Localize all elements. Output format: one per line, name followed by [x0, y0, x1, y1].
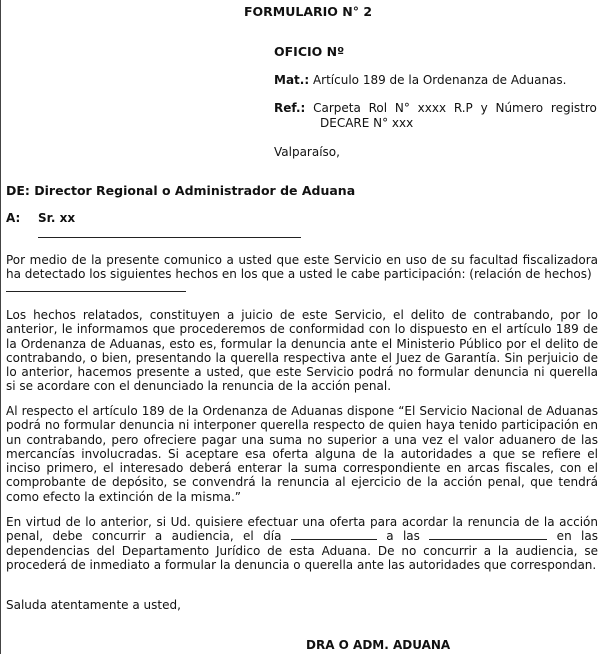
- time-blank: [429, 529, 547, 540]
- place-date: Valparaíso,: [274, 145, 340, 159]
- reference-word: xxxx: [417, 101, 447, 115]
- reference-word: y: [480, 101, 488, 115]
- paragraph-article: Al respecto el artículo 189 de la Ordenanza de Aduanas dispone “El Servicio Nacional de Aduanas podrá no formular denuncia ni interponer querella respecto de quien haya tenido participación en un contrabando, pero ofreciere pagar una suma no superior a una vez el valor aduanero de las mercancías involucradas. Si aceptare esa oferta alguna de la autoridades a que se refiere el inciso primero, el interesado deberá enterar la suma correspondiente en arcas fiscales, con el comprobante de depósito, se convendrá la renuncia al ejercicio de la acción penal, que tendrá como efecto la extinción de la misma.”: [6, 404, 598, 504]
- reference-line-1: [274, 101, 597, 116]
- facts-underline: [6, 291, 186, 292]
- signature-line: DRA O ADM. ADUANA: [306, 638, 451, 652]
- subject-line: [274, 73, 566, 87]
- paragraph-hearing: [6, 515, 598, 572]
- reference-word: Carpeta: [313, 101, 361, 115]
- reference-word: Número: [495, 101, 544, 115]
- reference-word: Rol: [368, 101, 388, 115]
- subject-label: Mat.:: [274, 73, 310, 87]
- form-title: FORMULARIO N° 2: [244, 4, 373, 19]
- date-blank: [291, 529, 377, 540]
- to-label: A:: [6, 211, 21, 225]
- closing-line: Saluda atentamente a usted,: [6, 598, 181, 612]
- reference-word: registro: [550, 101, 597, 115]
- hearing-text-a: En virtud de lo anterior, si Ud. quisiere efectuar una oferta para acordar la renuncia de la acción penal, debe concurrir a audiencia, el día: [6, 515, 598, 544]
- to-name: Sr. xx: [38, 211, 76, 225]
- paragraph-intro: Por medio de la presente comunico a usted que este Servicio en uso de su facultad fiscalizadora ha detectado los siguientes hechos en los que a usted le cabe participación: (relación de hechos): [6, 253, 598, 282]
- reference-line-2: DECARE N° xxx: [320, 116, 414, 130]
- reference-block: [274, 101, 597, 131]
- to-underline: [38, 237, 301, 238]
- reference-label: Ref.:: [274, 101, 306, 115]
- hearing-text-b: a las: [376, 529, 430, 544]
- paragraph-facts: Los hechos relatados, constituyen a juicio de este Servicio, el delito de contrabando, por lo anterior, le informamos que procederemos de conformidad con lo dispuesto en el artículo 189 de la Ordenanza de Aduanas, esto es, formular la denuncia ante el Ministerio Público por el delito de contrabando, o bien, presentando la querella respectiva ante el Juez de Garantía. Sin perjuicio de lo anterior, hacemos presente a usted, que este Servicio podrá no formular denuncia ni querella si se acordare con el denunciado la renuncia de la acción penal.: [6, 308, 598, 394]
- from-line: DE: Director Regional o Administrador de Aduana: [6, 183, 356, 198]
- reference-word: N°: [394, 101, 410, 115]
- oficio-number: OFICIO Nº: [274, 44, 345, 59]
- reference-word: R.P: [453, 101, 473, 115]
- subject-text: Artículo 189 de la Ordenanza de Aduanas.: [309, 73, 567, 87]
- hearing-text-c: en las dependencias del Departamento Jurídico de esta Aduana. De no concurrir a la audiencia, se procederá de inmediato a formular la denuncia o querella ante las autoridades que correspondan.: [6, 529, 598, 572]
